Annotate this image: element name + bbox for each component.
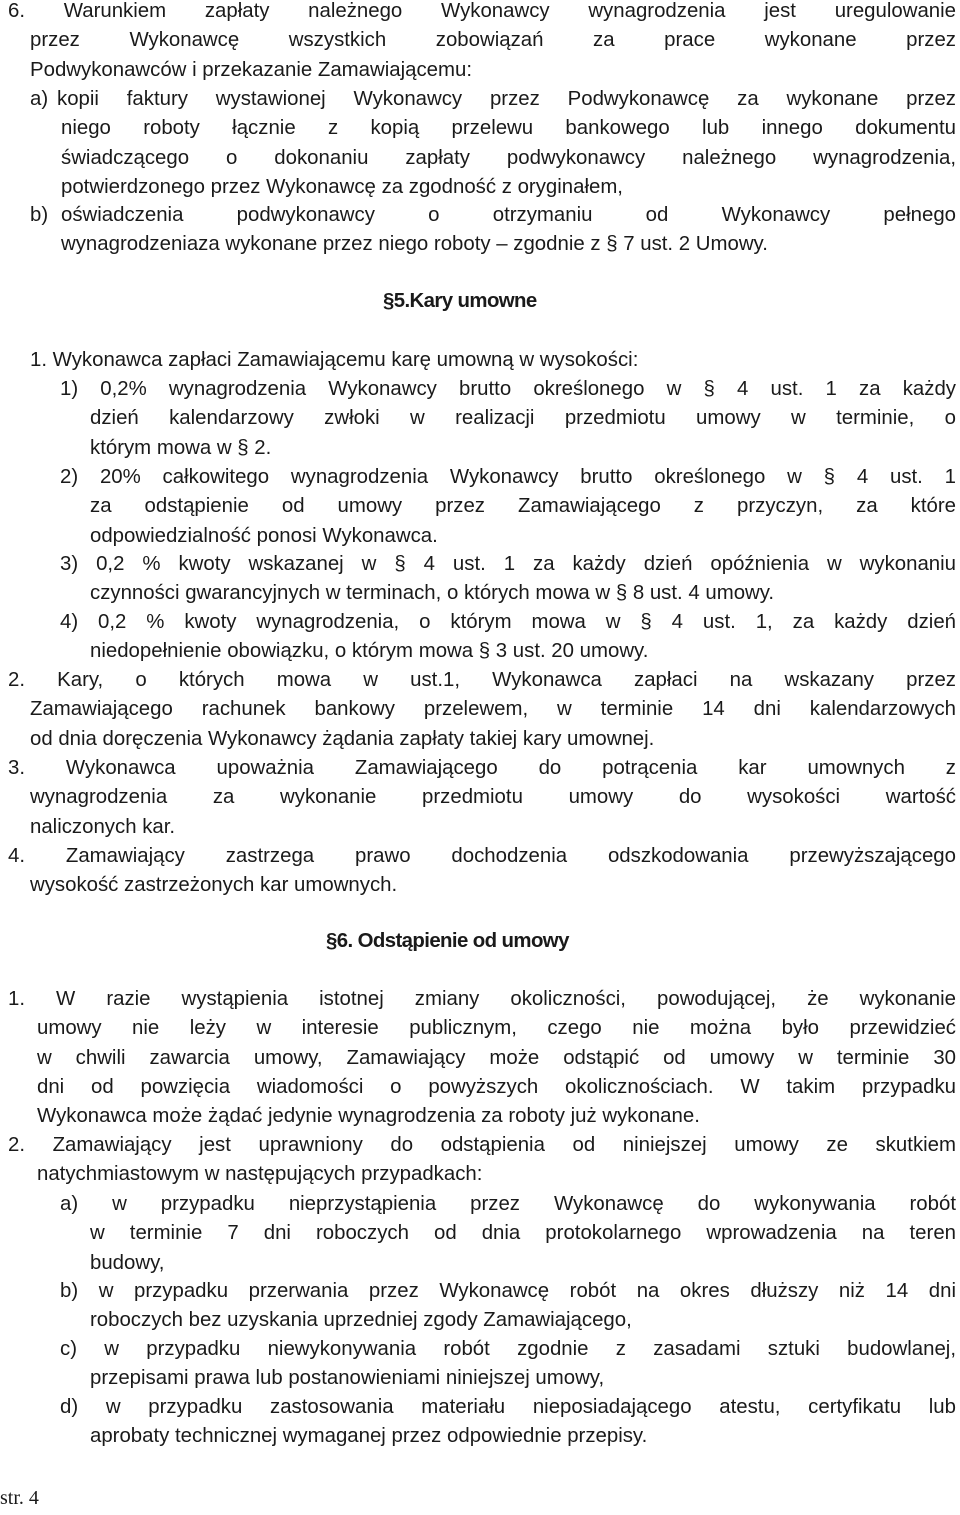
list-item-6-2-c (60, 1335, 956, 1394)
text-line: którym mowa w § 2. (90, 436, 272, 459)
text-line: umowy nie leży w interesie publicznym, czego nie można było przewidzieć (37, 1017, 956, 1040)
text-line: d) w przypadku zastosowania materiału nieposiadającego atestu, certyfikatu lub (60, 1396, 956, 1418)
text-line: potwierdzonego przez Wykonawcę za zgodność z oryginałem, (61, 175, 623, 198)
text-line: a) w przypadku nieprzystąpienia przez Wykonawcę do wykonywania robót (60, 1193, 956, 1215)
text-line: wysokość zastrzeżonych kar umownych. (30, 874, 398, 897)
text-line: wynagrodzeniaza wykonane przez niego roboty – zgodnie z § 7 ust. 2 Umowy. (61, 233, 768, 256)
paragraph-5-4 (8, 842, 956, 901)
paragraph-5-2 (8, 666, 956, 754)
text-line: niego roboty łącznie z kopią przelewu bankowego lub innego dokumentu (61, 117, 956, 140)
text-line: Wykonawca może żądać jedynie wynagrodzenia za roboty już wykonane. (37, 1105, 700, 1128)
text-line: dni od powzięcia wiadomości o powyższych okolicznościach. W takim przypadku (37, 1075, 956, 1098)
text-line: 6. Warunkiem zapłaty należnego Wykonawcy wynagrodzenia jest uregulowanie (8, 0, 956, 22)
text-line: świadczącego o dokonaniu zapłaty podwykonawcy należnego wynagrodzenia, (61, 146, 956, 169)
text-line: czynności gwarancyjnych w terminach, o których mowa w § 8 ust. 4 umowy. (90, 582, 775, 605)
list-item-5-1-3 (60, 550, 956, 609)
text-line: b) w przypadku przerwania przez Wykonawcę robót na okres dłuższy niż 14 dni (60, 1280, 956, 1302)
section-heading-5: §5.Kary umowne (383, 290, 537, 312)
text-line: 2. Zamawiający jest uprawniony do odstąpienia od niniejszej umowy ze skutkiem (8, 1134, 956, 1156)
list-item-6-2-a (60, 1190, 956, 1278)
text-line: roboczych bez uzyskania uprzedniej zgody Zamawiającego, (90, 1309, 632, 1332)
text-line: odpowiedzialność ponosi Wykonawca. (90, 524, 438, 547)
paragraph-5-3 (8, 754, 956, 842)
text-line: c) w przypadku niewykonywania robót zgodnie z zasadami sztuki budowlanej, (60, 1338, 956, 1360)
text-line: Podwykonawców i przekazanie Zamawiającemu: (30, 58, 472, 81)
text-line: Zamawiającego rachunek bankowy przelewem, w terminie 14 dni kalendarzowych (30, 698, 956, 721)
text-line: kopii faktury wystawionej Wykonawcy przez Podwykonawcę za wykonane przez (57, 88, 956, 110)
page-number: str. 4 (0, 1487, 39, 1509)
list-marker: b) (30, 204, 49, 226)
text-line: 3) 0,2 % kwoty wskazanej w § 4 ust. 1 za każdy dzień opóźnienia w wykonaniu (60, 553, 956, 575)
text-line: w chwili zawarcia umowy, Zamawiający może odstąpić od umowy w terminie 30 (37, 1046, 956, 1069)
list-item-6-2-b (60, 1277, 956, 1336)
text-line: naliczonych kar. (30, 815, 176, 838)
text-line: wynagrodzenia za wykonanie przedmiotu umowy do wysokości wartość (30, 786, 956, 809)
section-heading-6: §6. Odstąpienie od umowy (326, 930, 569, 952)
text-line: 4. Zamawiający zastrzega prawo dochodzenia odszkodowania przewyższającego (8, 845, 956, 867)
paragraph-6-2 (8, 1131, 956, 1190)
text-line: dzień kalendarzowy zwłoki w realizacji przedmiotu umowy w terminie, o (90, 407, 956, 430)
list-marker: a) (30, 88, 49, 110)
text-line: 3. Wykonawca upoważnia Zamawiającego do potrącenia kar umownych z (8, 757, 956, 779)
text-line: 2. Kary, o których mowa w ust.1, Wykonawca zapłaci na wskazany przez (8, 669, 956, 691)
text-line: 1. W razie wystąpienia istotnej zmiany okoliczności, powodującej, że wykonanie (8, 988, 956, 1010)
text-line: od dnia doręczenia Wykonawcy żądania zapłaty takiej kary umownej. (30, 727, 655, 750)
paragraph-6-1 (8, 985, 956, 1131)
text-line: aprobaty technicznej wymaganej przez odpowiednie przepisy. (90, 1425, 648, 1448)
text-line: 2) 20% całkowitego wynagrodzenia Wykonawcy brutto określonego w § 4 ust. 1 (60, 466, 956, 488)
text-line: 1) 0,2% wynagrodzenia Wykonawcy brutto określonego w § 4 ust. 1 za każdy (60, 378, 956, 400)
text-line: natychmiastowym w następujących przypadkach: (37, 1163, 483, 1186)
list-item-5-1-1 (60, 375, 956, 463)
text-line: oświadczenia podwykonawcy o otrzymaniu od Wykonawcy pełnego (61, 204, 956, 226)
text-line: niedopełnienie obowiązku, o którym mowa § 3 ust. 20 umowy. (90, 640, 649, 663)
list-item-6-2-d (60, 1393, 956, 1452)
text-line: przepisami prawa lub postanowieniami niniejszej umowy, (90, 1367, 605, 1390)
list-item-5-1-2 (60, 463, 956, 551)
text-line: w terminie 7 dni roboczych od dnia protokolarnego wprowadzenia na teren (90, 1222, 956, 1245)
paragraph-5-1 (30, 346, 956, 375)
text-line: przez Wykonawcę wszystkich zobowiązań za prace wykonane przez (30, 29, 956, 52)
text-line: 1. Wykonawca zapłaci Zamawiającemu karę umowną w wysokości: (30, 349, 639, 371)
text-line: 4) 0,2 % kwoty wynagrodzenia, o którym mowa w § 4 ust. 1, za każdy dzień (60, 611, 956, 633)
list-item-5-1-4 (60, 608, 956, 667)
text-line: za odstąpienie od umowy przez Zamawiającego z przyczyn, za które (90, 495, 956, 518)
paragraph-6 (8, 0, 956, 85)
text-line: budowy, (90, 1251, 165, 1274)
